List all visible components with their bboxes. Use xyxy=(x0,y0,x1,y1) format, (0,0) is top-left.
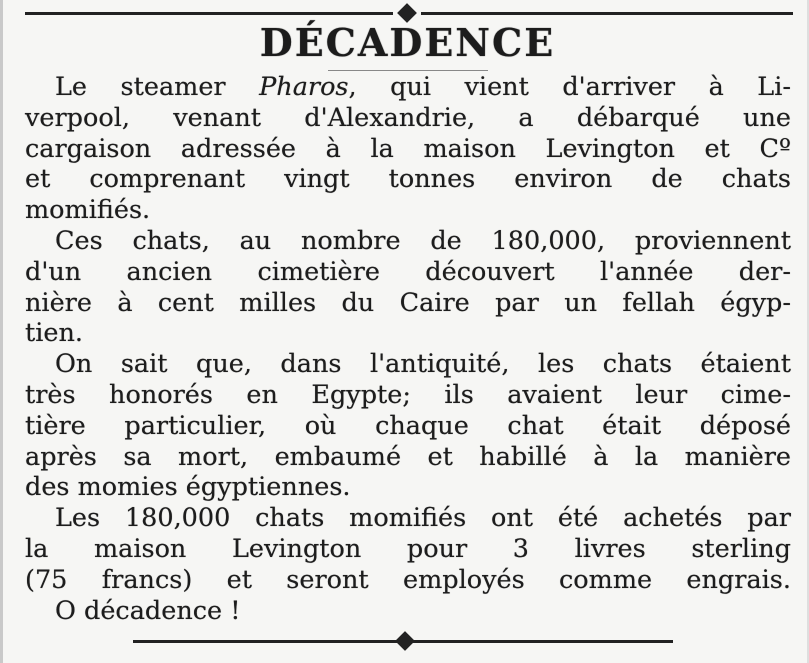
body-line: des momies égyptiennes. xyxy=(25,472,351,503)
body-line: cargaison adressée à la maison Levington et Cº xyxy=(25,133,791,164)
body-line: après sa mort, embaumé et habillé à la manière xyxy=(25,441,791,472)
body-line: O décadence ! xyxy=(55,595,241,626)
body-line: Ces chats, au nombre de 180,000, proviennent xyxy=(55,225,791,256)
top-rule-left xyxy=(25,12,393,15)
body-line: la maison Levington pour 3 livres sterling xyxy=(25,533,791,564)
body-line: momifiés. xyxy=(25,195,151,226)
body-line: très honorés en Egypte; ils avaient leur cime- xyxy=(25,379,791,410)
ship-name: Pharos xyxy=(259,72,349,102)
article-body xyxy=(25,72,791,626)
top-rule-right xyxy=(421,12,793,15)
body-line: On sait que, dans l'antiquité, les chats étaient xyxy=(55,349,791,380)
bottom-ornament xyxy=(395,631,415,651)
body-line: verpool, venant d'Alexandrie, a débarqué une xyxy=(25,102,791,133)
title-underline xyxy=(328,70,488,71)
body-line: tière particulier, où chaque chat était déposé xyxy=(25,410,791,441)
body-line: tien. xyxy=(25,318,84,349)
body-line: nière à cent milles du Caire par un fellah égyp- xyxy=(25,287,791,318)
body-line: et comprenant vingt tonnes environ de chats xyxy=(25,164,791,195)
body-line: Les 180,000 chats momifiés ont été achetés par xyxy=(55,503,791,534)
body-line: d'un ancien cimetière découvert l'année der- xyxy=(25,256,791,287)
body-line: (75 francs) et seront employés comme engrais. xyxy=(25,564,791,595)
body-line xyxy=(25,72,791,103)
article-title: DÉCADENCE xyxy=(259,20,556,65)
line-text: Le steamer Pharos, qui vient d'arriver à Li- xyxy=(55,72,791,102)
